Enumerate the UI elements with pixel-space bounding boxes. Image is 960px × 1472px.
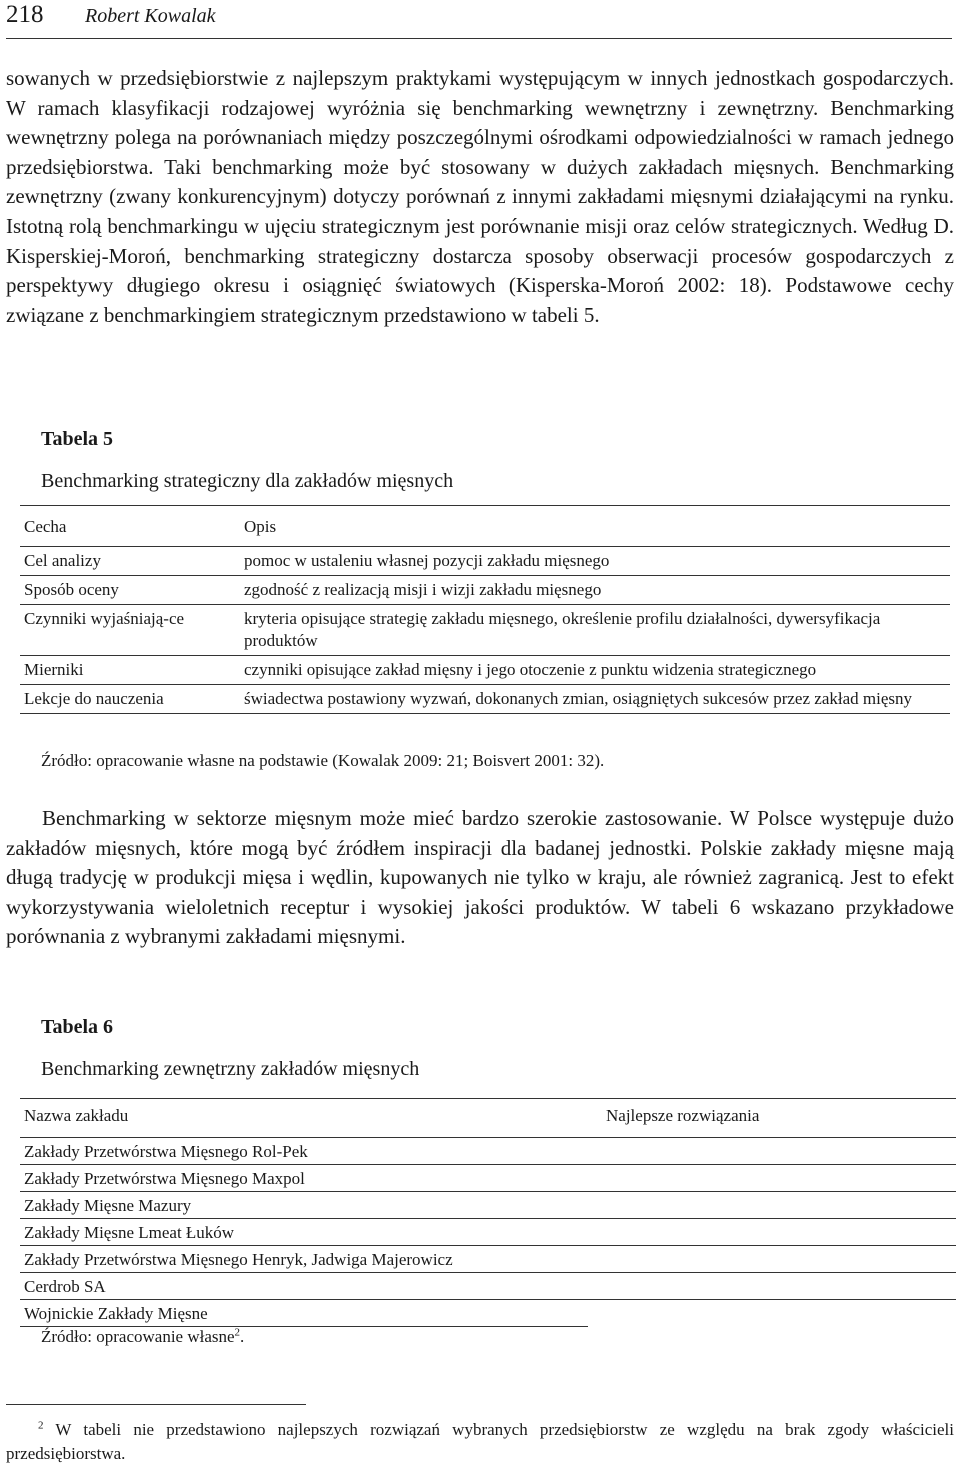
table6-cell-name: Cerdrob SA bbox=[20, 1273, 588, 1300]
table6-source-text: Źródło: opracowanie własne bbox=[41, 1327, 235, 1346]
table6-header-row bbox=[20, 1099, 956, 1138]
table6-row bbox=[20, 1138, 956, 1165]
table5-title: Tabela 5 bbox=[41, 428, 114, 450]
table5-cell-feature: Sposób oceny bbox=[20, 576, 232, 605]
table6 bbox=[20, 1098, 956, 1327]
table5-cell-description: zgodność z realizacją misji i wizji zakładu mięsnego bbox=[232, 576, 950, 605]
table6-cell-best bbox=[588, 1246, 956, 1273]
table5-cell-description: kryteria opisujące strategię zakładu mięsnego, określenie profilu działalności, dywersyfikacja produktów bbox=[232, 605, 950, 656]
table5-row bbox=[20, 685, 950, 714]
table5-cell-feature: Cel analizy bbox=[20, 547, 232, 576]
running-header bbox=[6, 0, 952, 39]
table6-row bbox=[20, 1219, 956, 1246]
table5-caption: Benchmarking strategiczny dla zakładów mięsnych bbox=[41, 470, 454, 492]
table6-row bbox=[20, 1165, 956, 1192]
table5-header-cell: Cecha bbox=[20, 506, 232, 547]
footnote-ref[interactable]: 2 bbox=[234, 1326, 241, 1339]
table6-cell-name: Zakłady Mięsne Mazury bbox=[20, 1192, 588, 1219]
table5-row bbox=[20, 656, 950, 685]
table6-row bbox=[20, 1300, 956, 1327]
table5-row bbox=[20, 605, 950, 656]
table5-cell-description: świadectwa postawiony wyzwań, dokonanych zmian, osiągniętych sukcesów przez zakład mięsny bbox=[244, 689, 912, 708]
table6-cell-best bbox=[588, 1273, 956, 1300]
table6-cell-best bbox=[588, 1192, 956, 1219]
table5-source: Źródło: opracowanie własne na podstawie (Kowalak 2009: 21; Boisvert 2001: 32). bbox=[41, 751, 605, 770]
table6-source bbox=[41, 1327, 244, 1347]
table5-cell-feature: Czynniki wyjaśniają-ce bbox=[20, 605, 232, 656]
table6-cell-name: Zakłady Przetwórstwa Mięsnego Maxpol bbox=[20, 1165, 588, 1192]
table5-cell-description: czynniki opisujące zakład mięsny i jego otoczenie z punktu widzenia strategicznego bbox=[232, 656, 950, 685]
table6-row bbox=[20, 1273, 956, 1300]
table6-cell-best bbox=[588, 1300, 956, 1327]
body-paragraph-2: Benchmarking w sektorze mięsnym może mieć bardzo szerokie zastosowanie. W Polsce występuje dużo zakładów mięsnych, które mogą być źródłem inspiracji dla badanej jednostki. Polskie zakłady mięsne mają długą tradycję w produkcji mięsa i wędlin, kupowanych nie tylko w kraju, ale również zagranicą. Jest to efekt wykorzystywania wieloletnich receptur i wysokiej jakości produktów. W tabeli 6 wskazano przykładowe porównania z wybranymi zakładami mięsnymi. bbox=[6, 806, 954, 949]
running-author: Robert Kowalak bbox=[85, 5, 216, 27]
footnote-text: W tabeli nie przedstawiono najlepszych rozwiązań wybranych przedsiębiorstw ze względu na brak zgody właścicieli przedsiębiorstwa. bbox=[6, 1420, 954, 1463]
table5-cell-feature: Mierniki bbox=[20, 656, 232, 685]
table6-cell-name: Wojnickie Zakłady Mięsne bbox=[20, 1300, 588, 1327]
table5-header-cell: Opis bbox=[232, 506, 950, 547]
table5-header-row bbox=[20, 506, 950, 547]
table5 bbox=[20, 505, 950, 714]
table6-row bbox=[20, 1192, 956, 1219]
body-paragraph-1: sowanych w przedsiębiorstwie z najlepszym praktykami występującym w innych jednostkach gospodarczych. W ramach klasyfikacji rodzajowej wyróżnia się benchmarking wewnętrzny i zewnętrzny. Benchmarking wewnętrzny polega na porównaniach między poszczególnymi ośrodkami odpowiedzialności w ramach jednego przedsiębiorstwa. Taki benchmarking może być stosowany w dużych zakładach mięsnych. Benchmarking zewnętrzny (zwany konkurencyjnym) dotyczy porównań z innymi zakładami mięsnymi działającymi na rynku. Istotną rolą benchmarkingu w ujęciu strategicznym jest porównanie misji oraz celów strategicznych. Według D. Kisperskiej-Moroń, benchmarking strategiczny dostarcza sposoby obserwacji procesów gospodarczych z perspektywy długiego okresu i osiągnięć światowych (Kisperska-Moroń 2002: 18). Podstawowe cechy związane z benchmarkingiem strategicznym przedstawiono w tabeli 5. bbox=[6, 66, 954, 327]
footnote-marker: 2 bbox=[38, 1419, 44, 1432]
table5-row bbox=[20, 547, 950, 576]
table5-cell-description: pomoc w ustaleniu własnej pozycji zakładu mięsnego bbox=[232, 547, 950, 576]
footnote bbox=[6, 1418, 954, 1466]
table5-row bbox=[20, 576, 950, 605]
table6-caption: Benchmarking zewnętrzny zakładów mięsnych bbox=[41, 1058, 420, 1080]
table6-cell-name: Zakłady Przetwórstwa Mięsnego Rol-Pek bbox=[20, 1138, 588, 1165]
table6-title: Tabela 6 bbox=[41, 1016, 114, 1038]
table6-cell-name: Zakłady Mięsne Lmeat Łuków bbox=[20, 1219, 588, 1246]
footnote-divider bbox=[6, 1404, 306, 1405]
table6-cell-best bbox=[588, 1138, 956, 1165]
table6-cell-best bbox=[588, 1165, 956, 1192]
table6-source-end: . bbox=[240, 1327, 245, 1346]
table6-cell-best bbox=[588, 1219, 956, 1246]
table6-row bbox=[20, 1246, 956, 1273]
page-number: 218 bbox=[6, 1, 44, 28]
table5-cell-feature: Lekcje do nauczenia bbox=[24, 689, 164, 708]
table6-cell-name: Zakłady Przetwórstwa Mięsnego Henryk, Jadwiga Majerowicz bbox=[20, 1246, 588, 1273]
table6-header-cell: Najlepsze rozwiązania bbox=[588, 1099, 956, 1138]
table6-header-cell: Nazwa zakładu bbox=[20, 1099, 588, 1138]
